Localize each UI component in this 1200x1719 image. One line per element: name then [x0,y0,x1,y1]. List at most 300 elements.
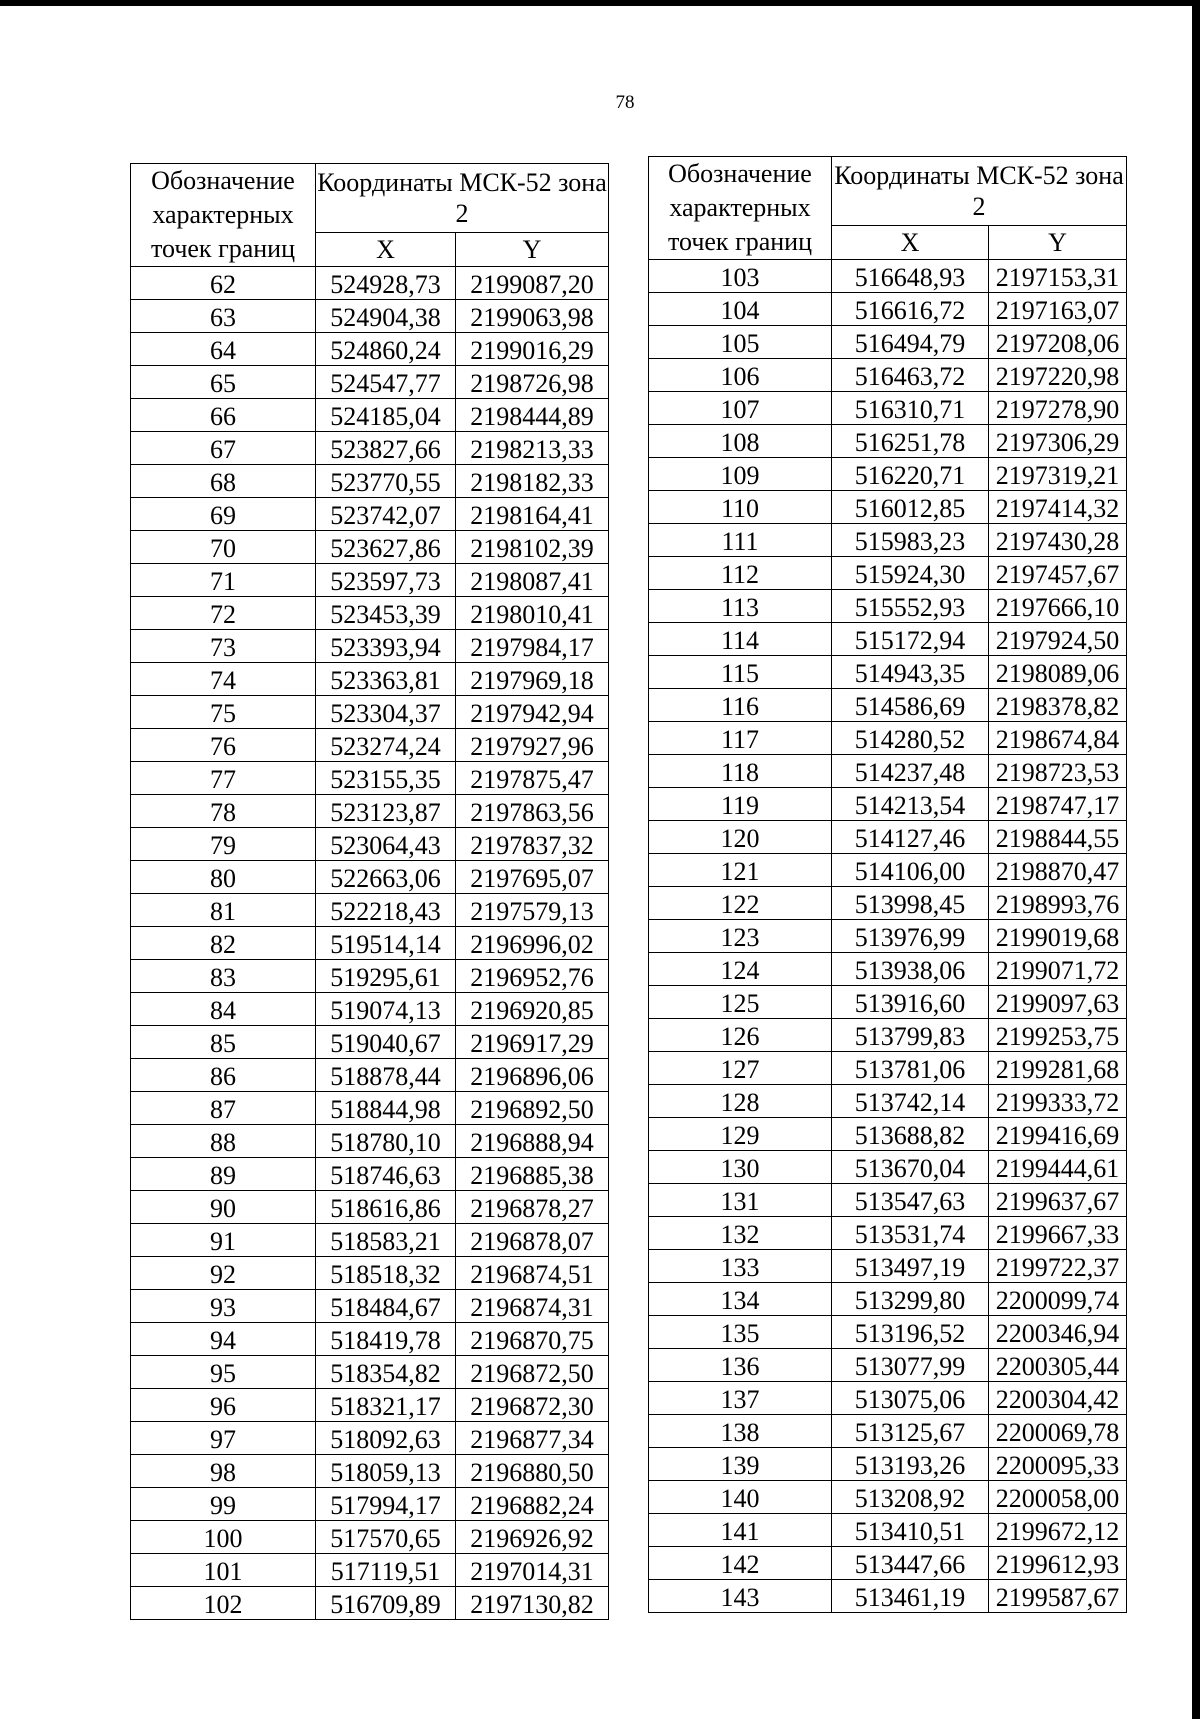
cell-x: 523064,43 [316,828,456,861]
cell-y: 2196872,50 [456,1356,609,1389]
table-row [649,1019,1127,1052]
cell-y: 2198164,41 [456,498,609,531]
cell-x: 519040,67 [316,1026,456,1059]
table-row [649,887,1127,920]
cell-point: 137 [649,1382,832,1415]
cell-point: 140 [649,1481,832,1514]
cell-y: 2199097,63 [989,986,1127,1019]
table-row [649,1547,1127,1580]
cell-y: 2196917,29 [456,1026,609,1059]
cell-x: 513075,06 [832,1382,989,1415]
cell-x: 519295,61 [316,960,456,993]
cell-point: 113 [649,590,832,623]
cell-x: 513781,06 [832,1052,989,1085]
cell-x: 518092,63 [316,1422,456,1455]
cell-y: 2200058,00 [989,1481,1127,1514]
cell-point: 123 [649,920,832,953]
cell-x: 514280,52 [832,722,989,755]
cell-point: 88 [131,1125,316,1158]
cell-y: 2197208,06 [989,326,1127,359]
cell-y: 2196888,94 [456,1125,609,1158]
cell-y: 2198089,06 [989,656,1127,689]
cell-x: 513547,63 [832,1184,989,1217]
cell-y: 2199667,33 [989,1217,1127,1250]
cell-point: 75 [131,696,316,729]
cell-point: 121 [649,854,832,887]
table-row [131,1389,609,1422]
cell-point: 95 [131,1356,316,1389]
cell-point: 63 [131,300,316,333]
cell-x: 515172,94 [832,623,989,656]
header-y: Y [989,226,1127,260]
table-row [131,1191,609,1224]
cell-y: 2196996,02 [456,927,609,960]
cell-x: 519074,13 [316,993,456,1026]
cell-x: 515924,30 [832,557,989,590]
cell-point: 81 [131,894,316,927]
cell-y: 2199087,20 [456,267,609,300]
table-row [649,1382,1127,1415]
cell-x: 513497,19 [832,1250,989,1283]
cell-y: 2197969,18 [456,663,609,696]
header-x: X [316,233,456,267]
cell-point: 64 [131,333,316,366]
cell-point: 68 [131,465,316,498]
table-row [649,260,1127,293]
table-row [131,1125,609,1158]
cell-x: 513447,66 [832,1547,989,1580]
table-row [131,762,609,795]
cell-x: 513938,06 [832,953,989,986]
cell-point: 119 [649,788,832,821]
table-row [649,1415,1127,1448]
cell-point: 112 [649,557,832,590]
table-row [649,590,1127,623]
table-row [131,729,609,762]
scan-border-right [1192,0,1200,1719]
cell-y: 2198378,82 [989,689,1127,722]
cell-x: 523155,35 [316,762,456,795]
table-row [649,1349,1127,1382]
cell-y: 2199587,67 [989,1580,1127,1613]
cell-x: 518321,17 [316,1389,456,1422]
header-point-designation: Обозначение характерных точек границ [649,157,832,260]
cell-x: 518059,13 [316,1455,456,1488]
table-row [131,597,609,630]
table-row [649,524,1127,557]
table-row [131,399,609,432]
cell-point: 94 [131,1323,316,1356]
cell-x: 514237,48 [832,755,989,788]
cell-point: 97 [131,1422,316,1455]
cell-y: 2199071,72 [989,953,1127,986]
table-row [649,1448,1127,1481]
cell-point: 66 [131,399,316,432]
cell-x: 513125,67 [832,1415,989,1448]
table-row [131,564,609,597]
cell-y: 2200095,33 [989,1448,1127,1481]
cell-y: 2198087,41 [456,564,609,597]
cell-point: 79 [131,828,316,861]
cell-x: 516012,85 [832,491,989,524]
cell-y: 2199253,75 [989,1019,1127,1052]
table-row [131,366,609,399]
cell-point: 86 [131,1059,316,1092]
table-row [649,1514,1127,1547]
cell-point: 98 [131,1455,316,1488]
cell-point: 133 [649,1250,832,1283]
cell-point: 101 [131,1554,316,1587]
cell-x: 518746,63 [316,1158,456,1191]
cell-y: 2196878,07 [456,1224,609,1257]
cell-x: 518616,86 [316,1191,456,1224]
cell-x: 524904,38 [316,300,456,333]
cell-x: 524928,73 [316,267,456,300]
cell-y: 2197666,10 [989,590,1127,623]
cell-point: 120 [649,821,832,854]
cell-point: 91 [131,1224,316,1257]
cell-point: 103 [649,260,832,293]
cell-point: 124 [649,953,832,986]
cell-x: 524547,77 [316,366,456,399]
cell-x: 514213,54 [832,788,989,821]
cell-x: 523393,94 [316,630,456,663]
cell-x: 516251,78 [832,425,989,458]
cell-point: 130 [649,1151,832,1184]
cell-y: 2197837,32 [456,828,609,861]
cell-x: 513193,26 [832,1448,989,1481]
cell-point: 114 [649,623,832,656]
cell-x: 518419,78 [316,1323,456,1356]
table-body-left [131,267,609,1620]
table-row [131,1521,609,1554]
table-row [131,1026,609,1059]
cell-y: 2196920,85 [456,993,609,1026]
cell-x: 513299,80 [832,1283,989,1316]
cell-y: 2197220,98 [989,359,1127,392]
cell-x: 523627,86 [316,531,456,564]
table-row [131,861,609,894]
cell-x: 522663,06 [316,861,456,894]
table-row [649,491,1127,524]
cell-point: 89 [131,1158,316,1191]
table-row [649,1481,1127,1514]
cell-point: 107 [649,392,832,425]
cell-y: 2198102,39 [456,531,609,564]
cell-y: 2199019,68 [989,920,1127,953]
cell-x: 516310,71 [832,392,989,425]
cell-point: 129 [649,1118,832,1151]
cell-y: 2200304,42 [989,1382,1127,1415]
cell-y: 2200346,94 [989,1316,1127,1349]
table-row [649,1250,1127,1283]
table-row [649,920,1127,953]
cell-x: 517119,51 [316,1554,456,1587]
cell-point: 135 [649,1316,832,1349]
cell-x: 523123,87 [316,795,456,828]
coordinates-table-right [648,156,1127,1613]
table-row [131,498,609,531]
table-row [131,993,609,1026]
cell-y: 2199637,67 [989,1184,1127,1217]
cell-point: 108 [649,425,832,458]
cell-y: 2199722,37 [989,1250,1127,1283]
cell-x: 523742,07 [316,498,456,531]
table-row [649,788,1127,821]
cell-x: 516220,71 [832,458,989,491]
cell-y: 2200069,78 [989,1415,1127,1448]
cell-point: 78 [131,795,316,828]
table-row [649,458,1127,491]
table-row [649,1118,1127,1151]
cell-point: 100 [131,1521,316,1554]
cell-x: 518844,98 [316,1092,456,1125]
cell-y: 2198444,89 [456,399,609,432]
cell-point: 115 [649,656,832,689]
table-row [131,1224,609,1257]
cell-point: 111 [649,524,832,557]
cell-y: 2198010,41 [456,597,609,630]
cell-x: 515552,93 [832,590,989,623]
cell-x: 516463,72 [832,359,989,392]
cell-x: 522218,43 [316,894,456,927]
table-row [131,663,609,696]
cell-y: 2197924,50 [989,623,1127,656]
cell-x: 514943,35 [832,656,989,689]
cell-y: 2199333,72 [989,1085,1127,1118]
cell-x: 513077,99 [832,1349,989,1382]
cell-x: 517994,17 [316,1488,456,1521]
cell-point: 116 [649,689,832,722]
coordinates-table-left [130,163,609,1620]
cell-x: 518484,67 [316,1290,456,1323]
cell-x: 523597,73 [316,564,456,597]
scan-border-top [0,0,1200,6]
cell-y: 2198726,98 [456,366,609,399]
cell-y: 2198747,17 [989,788,1127,821]
header-y: Y [456,233,609,267]
cell-point: 93 [131,1290,316,1323]
table-row [131,630,609,663]
table-row [649,326,1127,359]
cell-y: 2197414,32 [989,491,1127,524]
table-row [131,1455,609,1488]
cell-y: 2198182,33 [456,465,609,498]
cell-x: 513208,92 [832,1481,989,1514]
cell-y: 2198870,47 [989,854,1127,887]
cell-x: 523770,55 [316,465,456,498]
cell-point: 69 [131,498,316,531]
header-coordinates: Координаты МСК-52 зона 2 [316,164,609,233]
header-x: X [832,226,989,260]
cell-x: 513976,99 [832,920,989,953]
cell-y: 2199416,69 [989,1118,1127,1151]
cell-y: 2198674,84 [989,722,1127,755]
cell-y: 2196926,92 [456,1521,609,1554]
cell-x: 523304,37 [316,696,456,729]
cell-point: 92 [131,1257,316,1290]
cell-y: 2196885,38 [456,1158,609,1191]
cell-point: 72 [131,597,316,630]
cell-point: 80 [131,861,316,894]
cell-point: 62 [131,267,316,300]
table-row [649,392,1127,425]
cell-y: 2199063,98 [456,300,609,333]
cell-x: 513742,14 [832,1085,989,1118]
table-row [131,1158,609,1191]
cell-x: 524185,04 [316,399,456,432]
cell-y: 2197579,13 [456,894,609,927]
table-row [131,960,609,993]
table-row [131,927,609,960]
table-row [131,1554,609,1587]
cell-y: 2197319,21 [989,458,1127,491]
cell-y: 2197306,29 [989,425,1127,458]
table-row [649,656,1127,689]
cell-point: 141 [649,1514,832,1547]
cell-y: 2196880,50 [456,1455,609,1488]
table-row [649,1580,1127,1613]
cell-x: 513916,60 [832,986,989,1019]
table-row [131,1290,609,1323]
cell-point: 74 [131,663,316,696]
cell-point: 106 [649,359,832,392]
cell-y: 2197153,31 [989,260,1127,293]
table-row [649,1151,1127,1184]
table-row [131,267,609,300]
cell-point: 73 [131,630,316,663]
table-row [131,300,609,333]
cell-y: 2199281,68 [989,1052,1127,1085]
cell-point: 87 [131,1092,316,1125]
table-row [649,425,1127,458]
cell-x: 513410,51 [832,1514,989,1547]
cell-y: 2197430,28 [989,524,1127,557]
table-row [131,1257,609,1290]
cell-x: 516709,89 [316,1587,456,1620]
cell-x: 516494,79 [832,326,989,359]
table-row [649,293,1127,326]
cell-x: 518518,32 [316,1257,456,1290]
cell-y: 2196896,06 [456,1059,609,1092]
cell-point: 138 [649,1415,832,1448]
cell-y: 2197457,67 [989,557,1127,590]
table-row [131,1323,609,1356]
cell-point: 131 [649,1184,832,1217]
table-row [131,465,609,498]
cell-x: 514106,00 [832,854,989,887]
table-row [131,795,609,828]
cell-point: 142 [649,1547,832,1580]
cell-y: 2199016,29 [456,333,609,366]
cell-y: 2199612,93 [989,1547,1127,1580]
table-row [649,722,1127,755]
cell-point: 65 [131,366,316,399]
table-row [649,986,1127,1019]
cell-x: 515983,23 [832,524,989,557]
cell-y: 2197927,96 [456,729,609,762]
cell-point: 122 [649,887,832,920]
table-row [131,1092,609,1125]
cell-point: 139 [649,1448,832,1481]
cell-point: 82 [131,927,316,960]
cell-y: 2197984,17 [456,630,609,663]
cell-point: 109 [649,458,832,491]
cell-x: 514127,46 [832,821,989,854]
page-number: 78 [615,92,635,113]
cell-y: 2197863,56 [456,795,609,828]
cell-y: 2196892,50 [456,1092,609,1125]
table-row [649,359,1127,392]
cell-y: 2198993,76 [989,887,1127,920]
cell-point: 117 [649,722,832,755]
header-coordinates: Координаты МСК-52 зона 2 [832,157,1127,226]
table-row [649,557,1127,590]
cell-point: 125 [649,986,832,1019]
cell-y: 2198844,55 [989,821,1127,854]
table-row [649,623,1127,656]
cell-point: 126 [649,1019,832,1052]
table-row [131,333,609,366]
cell-y: 2196874,31 [456,1290,609,1323]
cell-y: 2197163,07 [989,293,1127,326]
header-point-designation: Обозначение характерных точек границ [131,164,316,267]
cell-y: 2197278,90 [989,392,1127,425]
cell-point: 102 [131,1587,316,1620]
cell-point: 143 [649,1580,832,1613]
cell-x: 518780,10 [316,1125,456,1158]
cell-y: 2199444,61 [989,1151,1127,1184]
cell-point: 90 [131,1191,316,1224]
cell-point: 77 [131,762,316,795]
cell-point: 85 [131,1026,316,1059]
table-row [649,755,1127,788]
cell-point: 71 [131,564,316,597]
cell-x: 524860,24 [316,333,456,366]
cell-point: 99 [131,1488,316,1521]
cell-y: 2197014,31 [456,1554,609,1587]
cell-y: 2196872,30 [456,1389,609,1422]
cell-y: 2198213,33 [456,432,609,465]
cell-y: 2197130,82 [456,1587,609,1620]
cell-x: 513688,82 [832,1118,989,1151]
table-body-right [649,260,1127,1613]
table-row [131,1356,609,1389]
cell-x: 513461,19 [832,1580,989,1613]
cell-point: 118 [649,755,832,788]
cell-x: 523274,24 [316,729,456,762]
cell-point: 134 [649,1283,832,1316]
cell-y: 2196874,51 [456,1257,609,1290]
cell-x: 518583,21 [316,1224,456,1257]
cell-point: 136 [649,1349,832,1382]
cell-point: 132 [649,1217,832,1250]
cell-y: 2200099,74 [989,1283,1127,1316]
cell-point: 105 [649,326,832,359]
cell-x: 519514,14 [316,927,456,960]
table-row [131,1488,609,1521]
table-row [649,1052,1127,1085]
table-row [649,821,1127,854]
cell-x: 523453,39 [316,597,456,630]
cell-y: 2196882,24 [456,1488,609,1521]
cell-x: 513799,83 [832,1019,989,1052]
table-row [131,828,609,861]
cell-x: 518354,82 [316,1356,456,1389]
cell-point: 67 [131,432,316,465]
cell-x: 513670,04 [832,1151,989,1184]
cell-point: 76 [131,729,316,762]
